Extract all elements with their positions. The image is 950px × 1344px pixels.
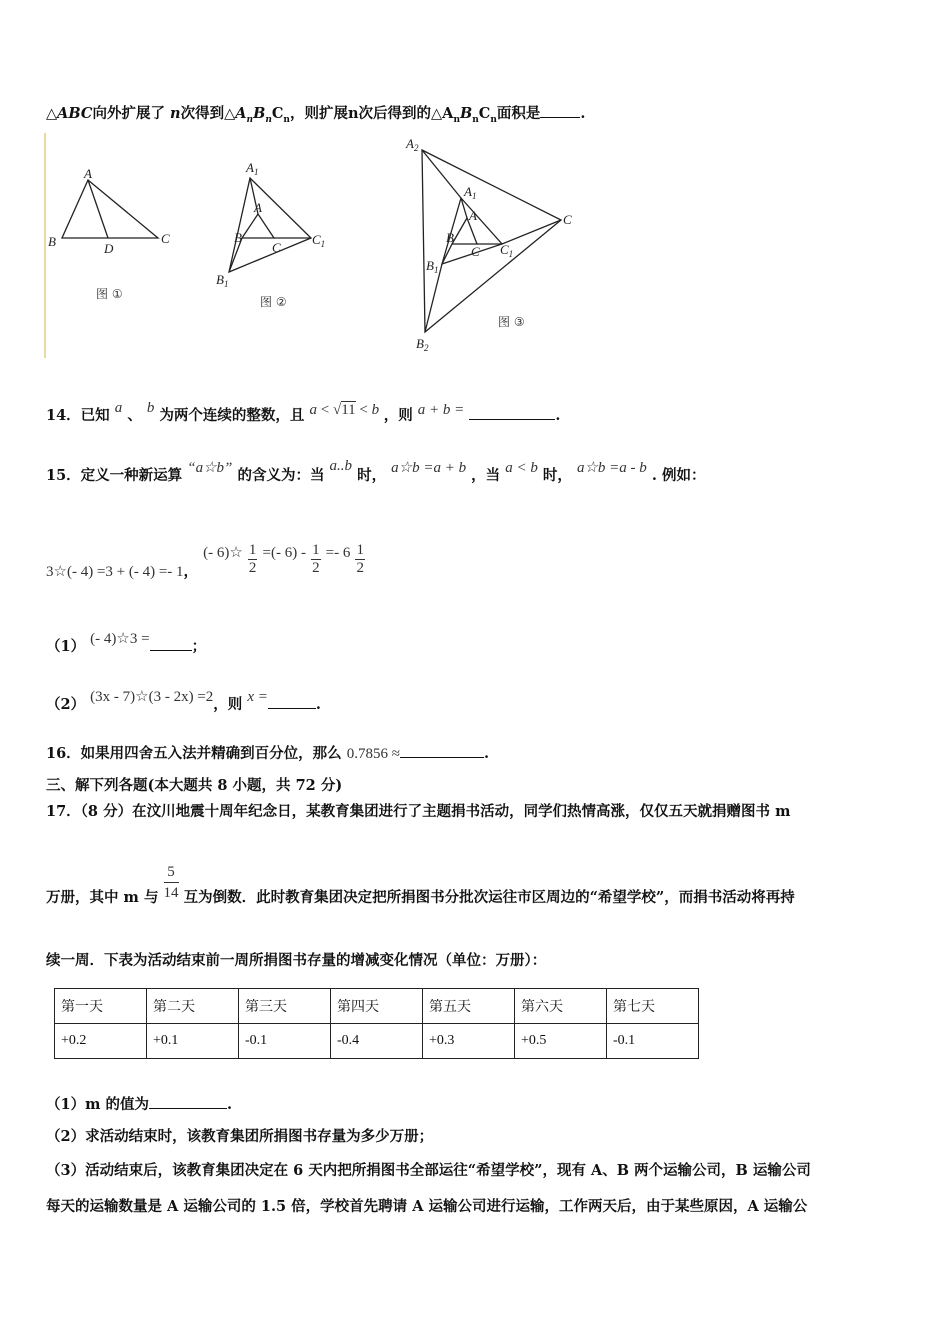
fig2-inner-triangle (242, 214, 274, 238)
fig2-label-b: B (234, 230, 242, 245)
fraction-half-1: $\frac{1}{2}$ (248, 542, 257, 576)
table-cell: +0.5 (515, 1024, 607, 1059)
q13-answer-blank[interactable] (540, 103, 580, 118)
table-header-cell: 第三天 (239, 989, 331, 1024)
q14-inequality: a < √11 < b (309, 402, 380, 418)
q15-part1: （1） (- 4)☆3 = ； (46, 631, 207, 655)
fig3-label-a1: $A_1$ (464, 184, 477, 201)
table-cell: +0.1 (147, 1024, 239, 1059)
stock-change-table (54, 988, 699, 1059)
fraction-half-3: $\frac{1}{2}$ (356, 542, 364, 576)
q15-part2-blank[interactable] (268, 694, 316, 709)
q17-part1: （1）m 的值为 . (46, 1096, 233, 1113)
figure-1 (62, 180, 158, 238)
fig3-label-c: C (471, 244, 480, 259)
fig3-label-b1: $B_1$ (426, 258, 439, 275)
table-cell: -0.1 (239, 1024, 331, 1059)
table-cell: -0.4 (331, 1024, 423, 1059)
fig3-label-c-big: C (563, 212, 572, 227)
q17-part2: （2）求活动结束时，该教育集团所捐图书存量为多少万册； (46, 1128, 434, 1145)
fig3-caption: 图 ③ (498, 315, 525, 329)
table-header-cell: 第一天 (55, 989, 147, 1024)
q17-part3-line2: 每天的运输数量是 A 运输公司的 1.5 倍，学校首先聘请 A 运输公司进行运输，工作两天后，由于某些原因，A 运输公 (46, 1198, 808, 1215)
table-cell: +0.3 (423, 1024, 515, 1059)
fig1-label-b: B (48, 234, 56, 249)
table-header-cell: 第五天 (423, 989, 515, 1024)
q16-answer-blank[interactable] (400, 743, 484, 758)
q14-answer-blank[interactable] (469, 405, 555, 420)
fig3-label-b2: $B_2$ (416, 336, 429, 353)
table-cell: -0.1 (607, 1024, 699, 1059)
fig2-label-a: A (254, 200, 262, 215)
fig2-label-a1: $A_1$ (246, 160, 259, 177)
q17-part3-line1: （3）活动结束后，该教育集团决定在 6 天内把所捐图书全部运往“希望学校”，现有 A、B 两个运输公司，B 运输公司 (46, 1162, 811, 1179)
q15-part1-blank[interactable] (150, 636, 192, 651)
fig2-label-b1: $B_1$ (216, 272, 229, 289)
fig2-label-c: C (272, 240, 281, 255)
q15-examples: 3☆(- 4) =3 + (- 4) =- 1， (- 6)☆ $\frac{1}{2}$ =(- 6) - $\frac{1}{2}$ =- 6 $\frac{1}{2}$ (46, 542, 364, 580)
table-header-cell: 第二天 (147, 989, 239, 1024)
table-header-cell: 第四天 (331, 989, 423, 1024)
fig3-label-a2: $A_2$ (406, 136, 419, 153)
q14-statement: 14．已知 a 、 b 为两个连续的整数，且 a < √11 < b ，则 a + b = . (46, 400, 561, 424)
triangle-figures (46, 130, 606, 360)
table-header-row (55, 989, 699, 1024)
fraction-5-14: $\frac{5}{14}$ (163, 864, 179, 901)
fig3-label-a: A (469, 208, 477, 223)
table-header-cell: 第六天 (515, 989, 607, 1024)
section-3-title: 三、解下列各题(本大题共 8 小题，共 72 分) (46, 777, 343, 794)
fig2-label-c1: $C_1$ (312, 232, 326, 249)
fig1-label-d: D (104, 241, 114, 256)
fig3-label-b: B (446, 230, 454, 245)
fig2-outer-triangle (229, 178, 311, 272)
table-cell: +0.2 (55, 1024, 147, 1059)
q17-part1-blank[interactable] (149, 1094, 227, 1109)
q13-statement: △ABC向外扩展了 n次得到$\triangle A_nB_nC_n$，则扩展n次后得到的$\triangle A_nB_nC_n$面积是 . (46, 105, 586, 125)
fig2-caption: 图 ② (260, 295, 287, 309)
q15-part2: （2） (3x - 7)☆(3 - 2x) =2，则 x = . (46, 689, 321, 713)
fig1-label-c: C (161, 231, 170, 246)
fig3-label-c1: $C_1$ (500, 242, 514, 259)
q17-line2: 万册，其中 m 与 $\frac{5}{14}$ 互为倒数．此时教育集团决定把所捐图书分批次运往市区周边的“希望学校”，而捐书活动将再持 (46, 864, 795, 906)
table-row (55, 1024, 699, 1059)
fig3-outer-triangle (422, 150, 561, 332)
fig1-caption: 图 ① (96, 287, 123, 301)
fig1-label-a: A (84, 166, 92, 181)
q17-line3: 续一周．下表为活动结束前一周所捐图书存量的增减变化情况（单位：万册）： (46, 952, 547, 969)
figure-2 (229, 178, 311, 272)
q16-statement: 16．如果用四舍五入法并精确到百分位，那么 0.7856 ≈ . (46, 745, 490, 762)
fig1-triangle (62, 180, 158, 238)
q17-line1: 17．（8 分）在汶川地震十周年纪念日，某教育集团进行了主题捐书活动，同学们热情高涨，仅仅五天就捐赠图书 m (46, 803, 791, 820)
table-header-cell: 第七天 (607, 989, 699, 1024)
fraction-half-2: $\frac{1}{2}$ (312, 542, 320, 576)
q15-statement: 15．定义一种新运算 “a☆b” 的含义为：当 a..b 时， a☆b =a + b ，当 a < b 时， a☆b =a - b . 例如： (46, 458, 706, 484)
figure-3 (422, 150, 561, 332)
